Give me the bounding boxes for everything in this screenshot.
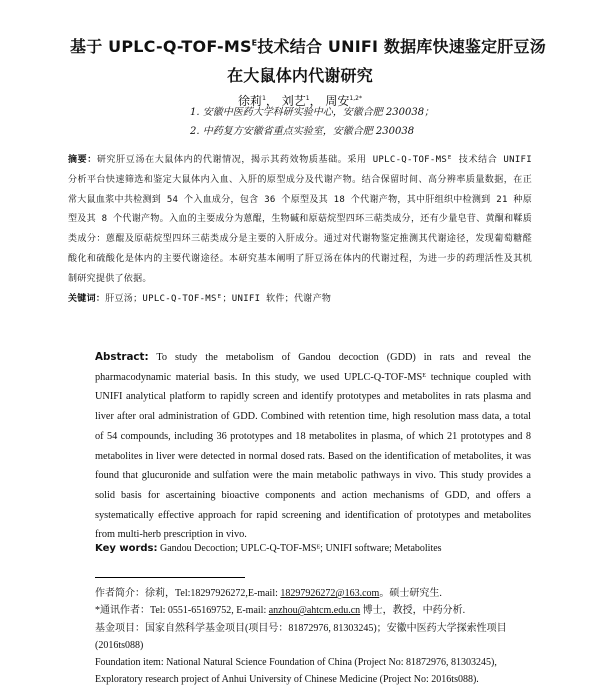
english-keywords <box>95 543 531 554</box>
title-superscript: E <box>251 38 258 48</box>
author-footnote <box>95 585 531 602</box>
author-mark: 1 <box>262 95 266 102</box>
affiliation: 2. 中药复方安徽省重点实验室，安徽合肥 230038 <box>190 126 415 137</box>
keywords-text: 肝豆汤；UPLC-Q-TOF-MSᴱ；UNIFI 软件；代谢产物 <box>105 293 332 304</box>
abstract-label: Abstract: <box>95 351 149 363</box>
footnote-text: 徐莉，Tel:18297926272,E-mail: <box>145 588 281 599</box>
keywords-text: Gandou Decoction; UPLC-Q-TOF-MSᴱ; UNIFI software; Metabolites <box>160 543 442 554</box>
author-mark: 1,2* <box>349 95 362 102</box>
author-list: 徐莉$^1$， 刘艺$^1$， 周安$^{1,2*}$ <box>238 94 362 108</box>
english-abstract <box>95 348 531 545</box>
footnote-label: *通讯作者： <box>95 605 150 617</box>
author-name: 刘艺 <box>281 94 306 108</box>
affiliation: 1. 安徽中医药大学科研实验中心，安徽合肥 230038； <box>190 107 435 118</box>
author-name: 周安 <box>325 94 350 108</box>
corresponding-footnote <box>95 602 531 619</box>
footnote-label: 作者简介： <box>95 588 145 599</box>
abstract-text: 研究肝豆汤在大鼠体内的代谢情况，揭示其药效物质基础。采用 UPLC-Q-TOF-MSᴱ 技术结合 UNIFI 分析平台快速筛选和鉴定大鼠体内入血、入肝的原型成分及代谢产物。结合保留时间、高分辨率质量数据，在正常大鼠血浆中共检测到 54 个入血成分，包含 36 个原型及其 18 个代谢产物，其中肝组织中检测到 21 种原型及其 8 个代谢产物。入血的主要成分为蒽醌，生物碱和原菇烷型四环三萜类成分，还有少量皂苷、黄酮和鞣质类成分：蒽醌及原萜烷型四环三萜类成分是主要的入肝成分。通过对代谢物鉴定推测其代谢途径，发现葡萄糖醛酸化和硫酸化是体内的主要代谢途径。本研究基本阐明了肝豆汤在体内的代谢过程，为进一步的药理活性及其机制研究提供了依据。 <box>68 155 532 284</box>
footnote-divider <box>95 577 245 578</box>
corresponding-email-link[interactable]: anzhou@ahtcm.edu.cn <box>268 605 361 617</box>
chinese-abstract <box>68 151 532 309</box>
abstract-label: 摘要： <box>68 155 97 165</box>
author-email-link[interactable]: 18297926272@163.com <box>280 588 380 599</box>
footnote-text: 博士，教授，中药分析. <box>360 605 466 617</box>
footnote-text: 。硕士研究生. <box>379 588 442 599</box>
paper-title-line-2: 在大鼠体内代谢研究 <box>227 66 373 85</box>
author-mark: 1 <box>305 95 310 102</box>
abstract-text: To study the metabolism of Gandou decoction (GDD) in rats and reveal the pharmacodynamic material basis. In this study, we used UPLC-Q-TOF-MSᴱ technique coupled with UNIFI analytical platform to rapidly screen and identify prototypes and metabolites in rats plasma and liver after oral administration of GDD. Combined with retention time, high resolution mass data, a total of 54 compounds, including 36 prototypes and 18 metabolites in plasma, of which 21 prototypes and 8 metabolites in liver were detected in normal dosed rats. Based on the identification of metabolites, it was found that glucuronide and sulfation were the main metabolic pathways in vivo. This study provides a solid basis for ascertaining bioactive components and action mechanisms of GDD, and offers a systematically effective approach for rapid screening and identification of prototypes and metabolites from multi-herb prescription in vivo. <box>95 352 532 541</box>
keywords-label: Key words: <box>95 543 158 554</box>
title-part-2: 技术结合 UNIFI 数据库快速鉴定肝豆汤 <box>257 37 546 56</box>
paper-title-line-1 <box>70 34 546 57</box>
footnote-text: Tel: 0551-65169752, E-mail: <box>150 605 269 617</box>
title-part-1: 基于 UPLC-Q-TOF-MS <box>70 37 252 56</box>
footnotes <box>95 585 531 689</box>
funding-footnote-cn: 基金项目：国家自然科学基金项目(项目号：81872976, 81303245)；安徽中医药大学探索性项目 (2016ts088) <box>95 622 507 651</box>
funding-footnote-en: Foundation item: National Natural Science Foundation of China (Project No: 81872976, 81303245), Exploratory research project of Anhui University of Chinese Medicine (Project No: 2016ts088). <box>95 657 497 686</box>
author-name: 徐莉 <box>238 94 263 108</box>
keywords-label: 关键词： <box>68 293 106 304</box>
